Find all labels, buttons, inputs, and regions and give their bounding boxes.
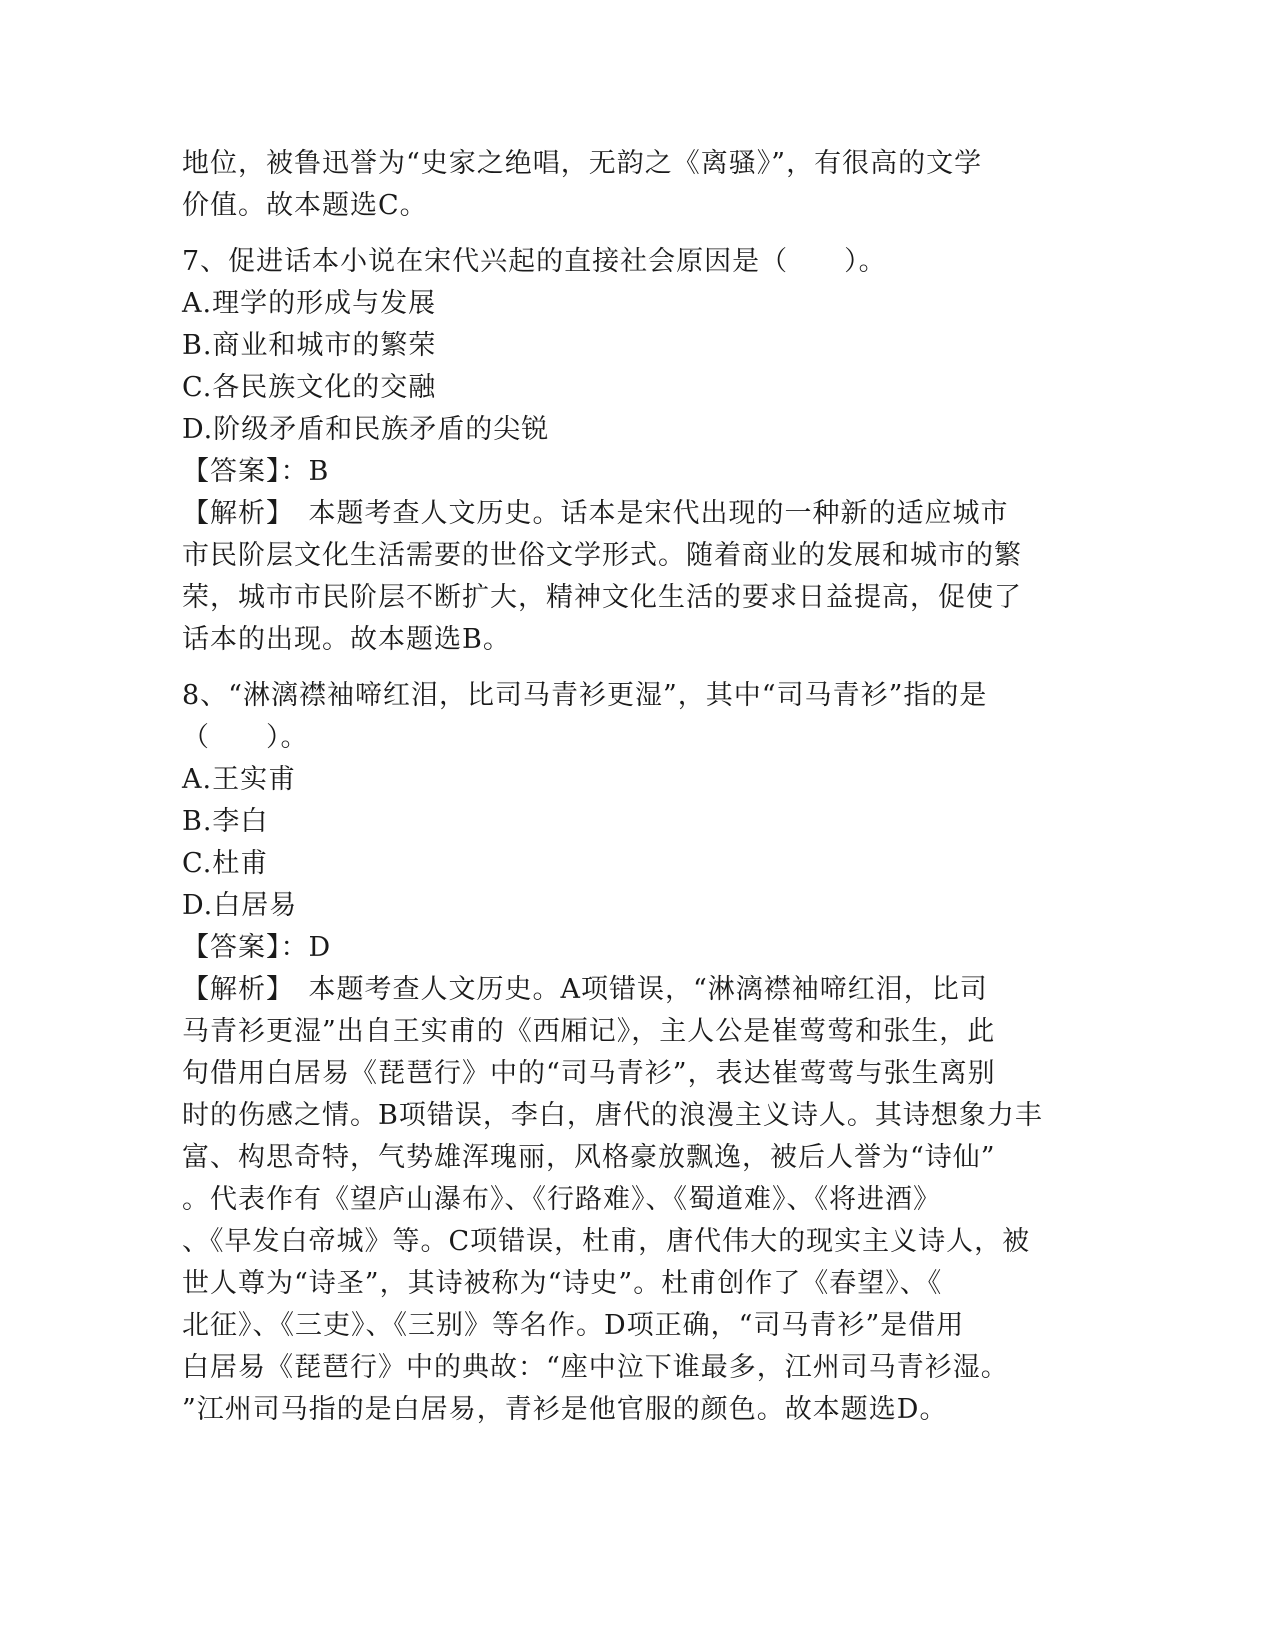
analysis-line: 市民阶层文化生活需要的世俗文学形式。随着商业的发展和城市的繁	[182, 540, 1022, 571]
analysis-line: 句借用白居易《琵琶行》中的“司马青衫”，表达崔莺莺与张生离别	[182, 1058, 996, 1089]
analysis-line: 、《早发白帝城》等。C项错误，杜甫，唐代伟大的现实主义诗人，被	[182, 1226, 1031, 1257]
question-text: 7、促进话本小说在宋代兴起的直接社会原因是（ ）。	[182, 246, 887, 277]
option-d: D.阶级矛盾和民族矛盾的尖锐	[182, 414, 550, 445]
option-d: D.白居易	[182, 890, 298, 921]
analysis-line: 【解析】 本题考查人文历史。话本是宋代出现的一种新的适应城市	[182, 498, 1009, 529]
question-7	[182, 241, 1082, 661]
analysis-line: 【解析】 本题考查人文历史。A项错误，“淋漓襟袖啼红泪，比司	[182, 974, 988, 1005]
document-body	[182, 143, 1082, 1431]
option-a: A.理学的形成与发展	[182, 288, 437, 319]
question-8	[182, 675, 1082, 1431]
intro-paragraph	[182, 143, 1082, 227]
answer-line: 【答案】：B	[182, 456, 330, 487]
analysis-line: 世人尊为“诗圣”，其诗被称为“诗史”。杜甫创作了《春望》、《	[182, 1268, 943, 1299]
analysis-line: 白居易《琵琶行》中的典故：“座中泣下谁最多，江州司马青衫湿。	[182, 1352, 1009, 1383]
analysis-line: 北征》、《三吏》、《三别》等名作。D项正确，“司马青衫”是借用	[182, 1310, 965, 1341]
analysis-line: 富、构思奇特，气势雄浑瑰丽，风格豪放飘逸，被后人誉为“诗仙”	[182, 1142, 996, 1173]
analysis-line: 话本的出现。故本题选B。	[182, 624, 511, 655]
option-b: B.商业和城市的繁荣	[182, 330, 437, 361]
question-text: （ ）。	[182, 722, 309, 753]
option-b: B.李白	[182, 806, 269, 837]
text-line: 价值。故本题选C。	[182, 190, 428, 221]
analysis-line: 时的伤感之情。B项错误，李白，唐代的浪漫主义诗人。其诗想象力丰	[182, 1100, 1043, 1131]
answer-line: 【答案】：D	[182, 932, 332, 963]
option-c: C.各民族文化的交融	[182, 372, 437, 403]
question-text: 8、“淋漓襟袖啼红泪，比司马青衫更湿”，其中“司马青衫”指的是	[182, 680, 988, 711]
analysis-line: 马青衫更湿”出自王实甫的《西厢记》，主人公是崔莺莺和张生，此	[182, 1016, 996, 1047]
analysis-line: 。代表作有《望庐山瀑布》、《行路难》、《蜀道难》、《将进酒》	[182, 1184, 941, 1215]
analysis-line: ”江州司马指的是白居易，青衫是他官服的颜色。故本题选D。	[182, 1394, 948, 1425]
option-a: A.王实甫	[182, 764, 297, 795]
text-line: 地位，被鲁迅誉为“史家之绝唱，无韵之《离骚》”，有很高的文学	[182, 148, 983, 179]
option-c: C.杜甫	[182, 848, 269, 879]
analysis-line: 荣，城市市民阶层不断扩大，精神文化生活的要求日益提高，促使了	[182, 582, 1022, 613]
